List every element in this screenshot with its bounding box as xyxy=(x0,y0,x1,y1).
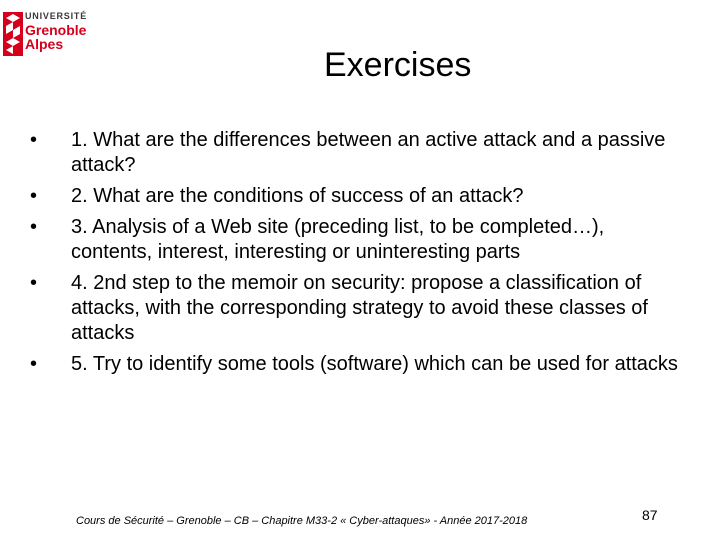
page-number: 87 xyxy=(642,507,658,523)
logo-mark-icon xyxy=(3,12,23,56)
logo-line-universite: UNIVERSITÉ xyxy=(25,11,88,21)
bullet-text: 2. What are the conditions of success of an attack? xyxy=(71,185,524,207)
bullet-text: 4. 2nd step to the memoir on security: propose a classification of attacks, with the corresponding strategy to avoid these classes of attacks xyxy=(71,272,648,344)
list-item xyxy=(30,128,690,178)
bullet-icon: • xyxy=(30,129,38,151)
bullet-text: 1. What are the differences between an active attack and a passive attack? xyxy=(71,129,666,176)
logo-line-grenoble: Grenoble xyxy=(25,22,87,38)
list-item xyxy=(30,184,690,209)
bullet-icon: • xyxy=(30,353,38,375)
bullet-list xyxy=(30,128,690,383)
list-item xyxy=(30,271,690,346)
university-logo xyxy=(3,4,93,56)
footer-text: Cours de Sécurité – Grenoble – CB – Chapitre M33-2 « Cyber-attaques» - Année 2017-2018 xyxy=(76,515,528,527)
bullet-icon: • xyxy=(30,272,38,294)
list-item xyxy=(30,215,690,265)
bullet-text: 3. Analysis of a Web site (preceding list, to be completed…), contents, interest, interesting or uninteresting parts xyxy=(71,216,605,263)
bullet-icon: • xyxy=(30,216,38,238)
list-item xyxy=(30,352,690,377)
bullet-icon: • xyxy=(30,185,38,207)
logo-line-alpes: Alpes xyxy=(25,36,64,52)
bullet-text: 5. Try to identify some tools (software) which can be used for attacks xyxy=(71,353,678,375)
slide-title: Exercises xyxy=(324,46,472,84)
